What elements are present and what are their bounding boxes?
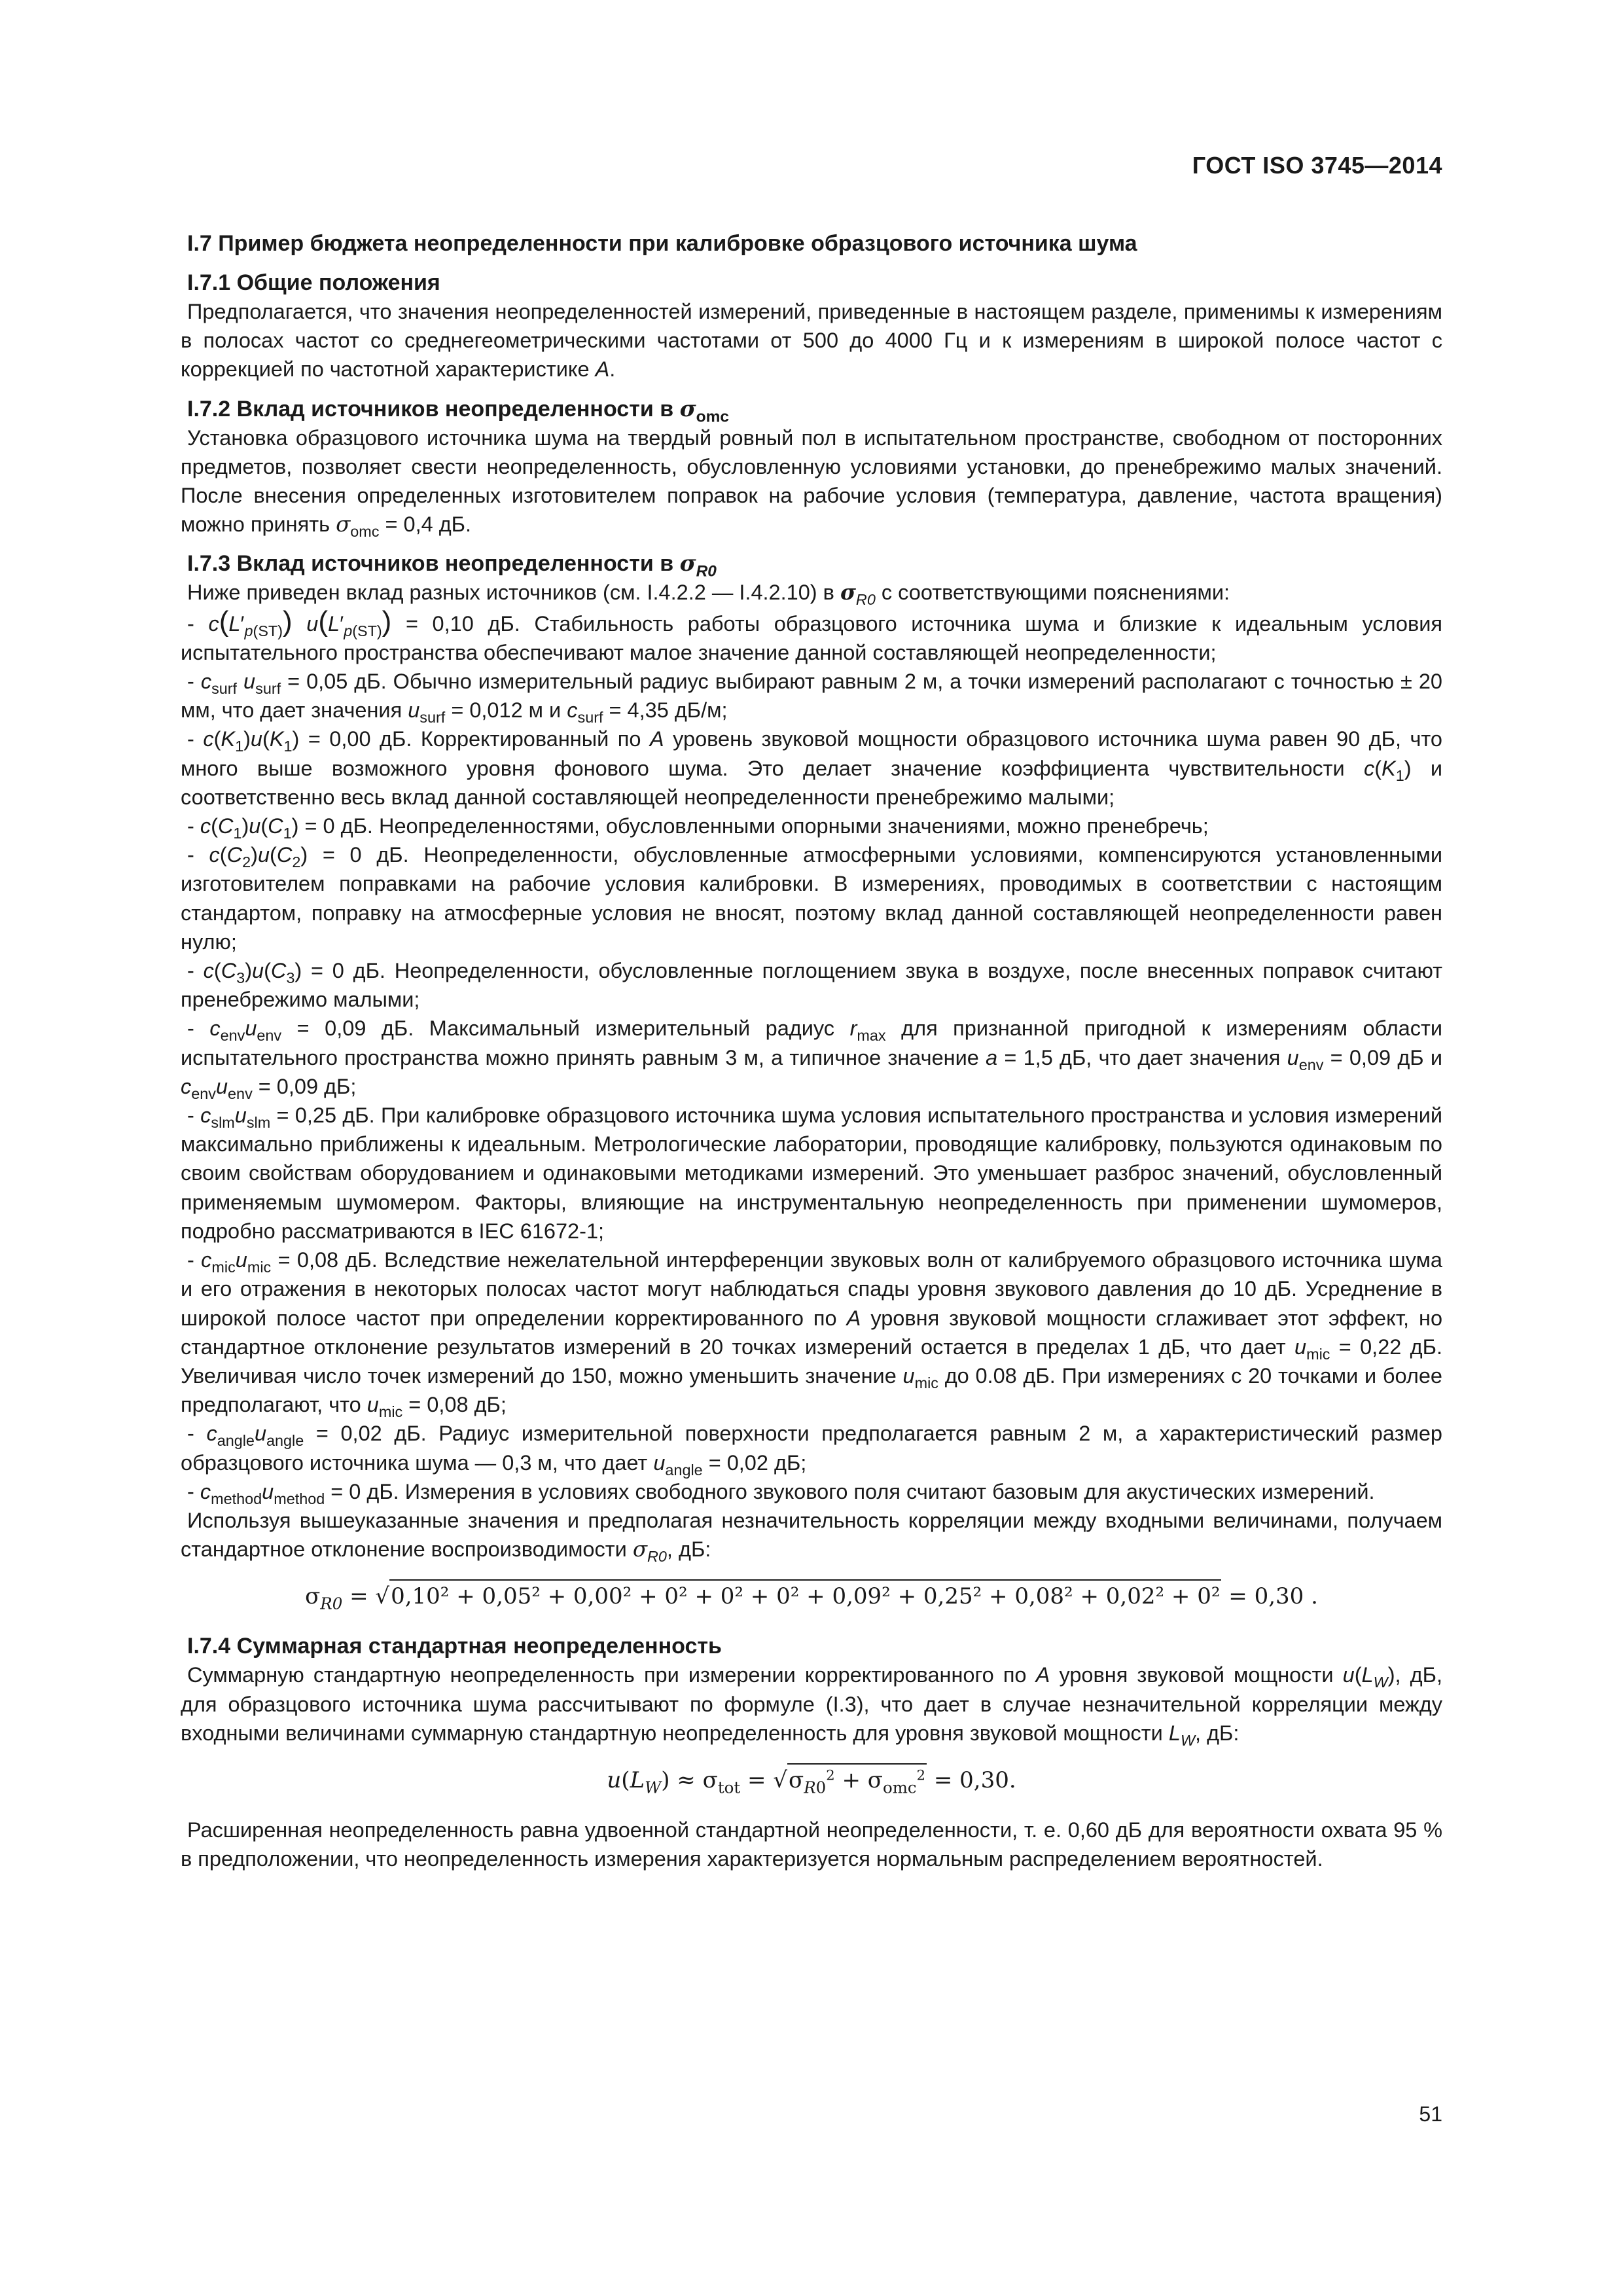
list-item-method: - $c_{method}u_{method} = 0$ дБ. Измерения в условиях свободного звукового поля считают базовым для акустических измерений. [187, 1479, 1375, 1507]
list-item-surface: - $c_{surf}$ $u_{surf} = 0,05$ дБ. Обычно измерительный радиус выбирают равным 2 м, а точки измерений располагают с точностью ± 20 мм, что дает значения $u_{surf} = 0,012$ м и $c_{surf} = 4,35$ дБ/м; [181, 670, 1442, 726]
formula-sigma-tot: $u(L_W) \approx \sigma_{tot} = √\sigma_{R0}^2 + \sigma_{omc}^2 = 0,30$. [181, 1767, 1442, 1793]
section-title-i7-4: I.7.4 Суммарная стандартная неопределенность [187, 1634, 722, 1659]
section-title-i7-2: I.7.2 Вклад источников неопределенности в $\sigma_{omc}$ [187, 395, 729, 426]
paragraph-i7-4: Суммарную стандартную неопределенность при измерении корректированного по A уровня звуковой мощности $u(L_W)$, дБ, для образцового источника шума рассчитывают по формуле (I.3), что дает в случае незначительной корреляции между входными величинами суммарную стандартную неопределенность для уровня звуковой мощности $L_W$, дБ: [181, 1663, 1443, 1749]
list-item-environment: - $c_{env}u_{env} = 0,09$ дБ. Максимальный измерительный радиус $r_{max}$ для признанной пригодной к измерениям области испытательного пространства можно принять равным 3 м, а типичное значение a = 1,5 дБ, что дает значения $u_{env} = 0,09$ дБ и $c_{env}u_{env} = 0,09$ дБ; [181, 1016, 1443, 1103]
section-title-i7: I.7 Пример бюджета неопределенности при калибровке образцового источника шума [187, 231, 1137, 256]
paragraph-i7-3-intro: Ниже приведен вклад разных источников (см. I.4.2.2 — I.4.2.10) в $\sigma_{R0}$ с соответствующими пояснениями: [187, 579, 1230, 609]
list-item-microphone: - $c_{mic}u_{mic} = 0,08$ дБ. Вследствие нежелательной интерференции звуковых волн от калибруемого образцового источника шума и его отражения в некоторых полосах частот могут наблюдаться спады уровня звукового давления до 10 дБ. Усреднение в широкой полосе частот при определении корректированного по A уровня звуковой мощности сглаживает этот эффект, но стандартное отклонение результатов измерений в 20 точках измерений остается в пределах 1 дБ, что дает $u_{mic} = 0,22$ дБ. Увеличивая число точек измерений до 150, можно уменьшить значение $u_{mic}$ до 0.08 дБ. При измерениях с 20 точками и более предполагают, что $u_{mic} = 0,08$ дБ; [181, 1248, 1443, 1421]
list-item-air-absorption: - $c(C_3)u(C_3) = 0$ дБ. Неопределенности, обусловленные поглощением звука в воздухе, после внесенных поправок считают пренебрежимо малыми; [181, 959, 1443, 1012]
list-item-atmospheric: - $c(C_2)u(C_2) = 0$ дБ. Неопределенности, обусловленные атмосферными условиями, компенсируются установленными изготовителем поправками на рабочие условия калибровки. В измерениях, проводимых в соответствии с настоящим стандартом, поправку на атмосферные условия не вносят, поэтому вклад данной составляющей неопределенности равен нулю; [181, 843, 1442, 954]
list-item-angle: - $c_{angle}u_{angle} = 0,02$ дБ. Радиус измерительной поверхности предполагается равным 2 м, а характеристический размер образцового источника шума — 0,3 м, что дает $u_{angle} = 0,02$ дБ; [181, 1422, 1442, 1479]
list-item-sound-level-meter: - $c_{slm}u_{slm} = 0,25$ дБ. При калибровке образцового источника шума условия испытательного пространства и условия измерений максимально приближены к идеальным. Метрологические лаборатории, проводящие калибровку, пользуются одинаковым по своим свойствам оборудованием и одинаковыми методиками измерений. Это уменьшает разброс значений, обусловленный применяемым шумомером. Факторы, влияющие на инструментальную неопределенность при применении шумомеров, подробно рассматриваются в IEC 61672-1; [181, 1103, 1443, 1243]
paragraph-expanded-uncertainty: Расширенная неопределенность равна удвоенной стандартной неопределенности, т. е. 0,60 дБ для вероятности охвата 95 % в предположении, что неопределенность измерения характеризуется нормальным распределением вероятностей. [181, 1818, 1442, 1871]
paragraph-i7-3-outro: Используя вышеуказанные значения и предполагая незначительность корреляции между входными величинами, получаем стандартное отклонение воспроизводимости $\sigma_{R0}$, дБ: [181, 1508, 1442, 1566]
page-number: 51 [1419, 2102, 1442, 2126]
list-item-background-noise: - $c(K_1)u(K_1) = 0,00$ дБ. Корректированный по A уровень звуковой мощности образцового источника шума равен 90 дБ, что много выше возможного уровня фонового шума. Это делает значение коэффициента чувствительности $c(K_1)$ и соответственно весь вклад данной составляющей неопределенности пренебрежимо малыми; [181, 727, 1443, 809]
list-item-stability: - $c(L'_{p(ST)}) u(L'_{p(ST)}) = 0,10$ дБ. Стабильность работы образцового источника шума и близкие к идеальным условия испытательного пространства обеспечивают малое значение данной составляющей неопределенности; [181, 605, 1443, 664]
document-header: ГОСТ ISO 3745—2014 [1192, 152, 1442, 179]
section-title-i7-3: I.7.3 Вклад источников неопределенности в $\sigma_{R0}$ [187, 550, 717, 581]
list-item-reference-values: - $c(C_1)u(C_1) = 0$ дБ. Неопределенностями, обусловленными опорными значениями, можно пренебречь; [187, 814, 1209, 842]
paragraph-i7-2: Установка образцового источника шума на твердый ровный пол в испытательном пространстве, свободном от посторонних предметов, позволяет свести неопределенность, обусловленную условиями установки, до пренебрежимо малых значений. После внесения определенных изготовителем поправок на рабочие условия (температура, давление, частота вращения) можно принять $\sigma_{omc} = 0,4$ дБ. [181, 425, 1442, 541]
formula-sigma-r0: $\sigma_{R0} = √0,10^2 + 0,05^2 + 0,00^2 + 0^2 + 0^2 + 0^2 + 0,09^2 + 0,25^2 + 0,08^2 + 0,02^2 + 0^2 = 0,30$ . [181, 1583, 1442, 1609]
paragraph-i7-1: Предполагается, что значения неопределенностей измерений, приведенные в настоящем разделе, применимы к измерениям в полосах частот со среднегеометрическими частотами от 500 до 4000 Гц и к измерениям в широкой полосе частот с коррекцией по частотной характеристике A. [181, 300, 1442, 382]
section-title-i7-1: I.7.1 Общие положения [187, 270, 440, 295]
